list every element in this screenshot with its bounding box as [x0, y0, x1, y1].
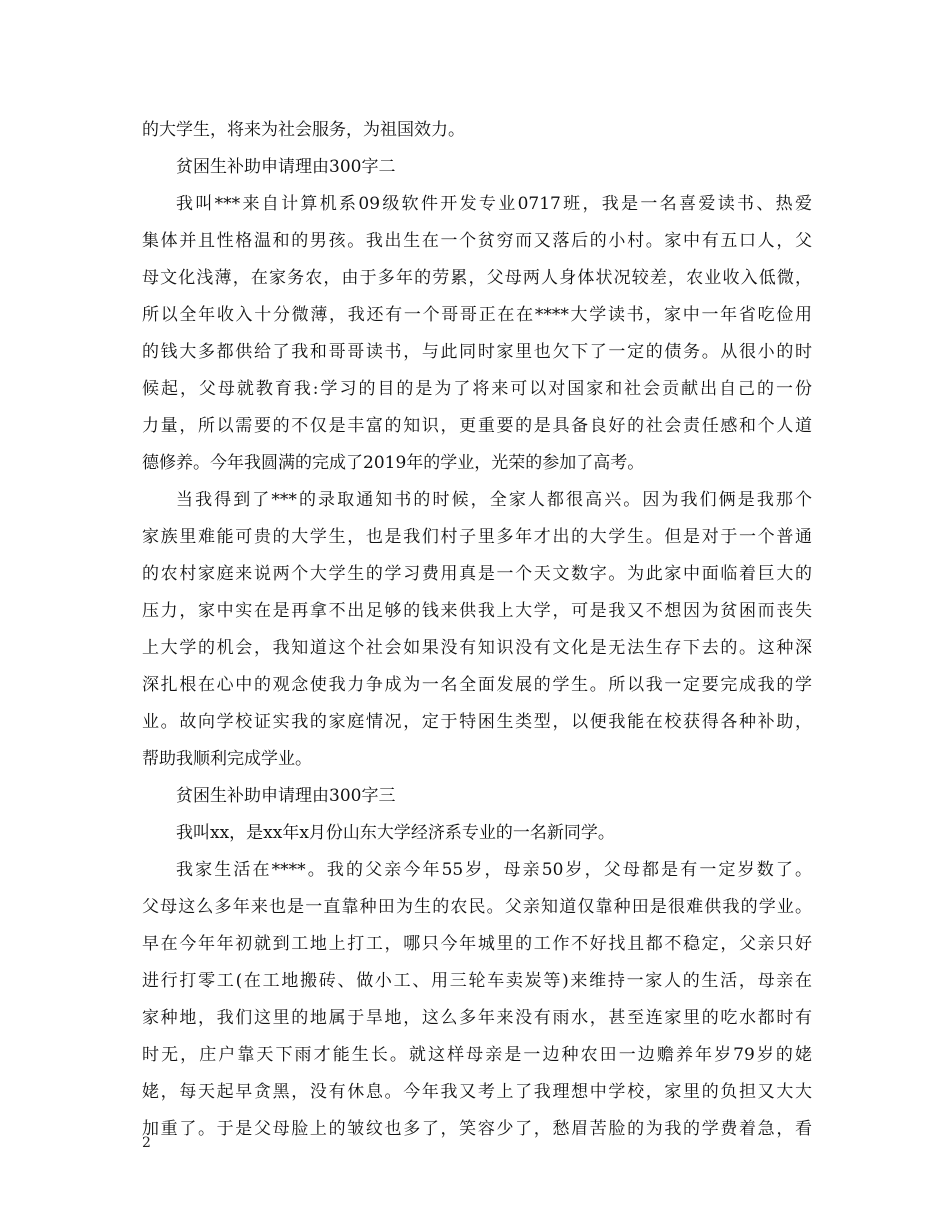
- text-line: 上大学的机会，我知道这个社会如果没有知识没有文化是无法生存下去的。这种深: [142, 638, 812, 658]
- body-text: [142, 112, 812, 1148]
- text-line: 压力，家中实在是再拿不出足够的钱来供我上大学，可是我又不想因为贫困而丧失: [142, 601, 812, 621]
- text-line: 集体并且性格温和的男孩。我出生在一个贫穷而又落后的小村。家中有五口人，父: [142, 231, 812, 251]
- text-line: 所以全年收入十分微薄，我还有一个哥哥正在在****大学读书，家中一年省吃俭用: [142, 305, 812, 325]
- text-line: 进行打零工(在工地搬砖、做小工、用三轮车卖炭等)来维持一家人的生活，母亲在: [142, 971, 812, 991]
- text-line: 德修养。今年我圆满的完成了2019年的学业，光荣的参加了高考。: [142, 453, 645, 473]
- text-line: 当我得到了***的录取通知书的时候，全家人都很高兴。因为我们俩是我那个: [176, 490, 812, 510]
- text-line: 母文化浅薄，在家务农，由于多年的劳累，父母两人身体状况较差，农业收入低微，: [142, 268, 812, 288]
- text-line: 我家生活在****。我的父亲今年55岁，母亲50岁，父母都是有一定岁数了。: [176, 860, 812, 880]
- text-line: 我叫xx，是xx年x月份山东大学经济系专业的一名新同学。: [176, 823, 615, 843]
- text-line: 早在今年年初就到工地上打工，哪只今年城里的工作不好找且都不稳定，父亲只好: [142, 934, 812, 954]
- text-line: 深扎根在心中的观念使我力争成为一名全面发展的学生。所以我一定要完成我的学: [142, 675, 812, 695]
- text-line: 的大学生，将来为社会服务，为祖国效力。: [142, 120, 465, 140]
- text-line: 时无，庄户靠天下雨才能生长。就这样母亲是一边种农田一边赡养年岁79岁的姥: [142, 1045, 812, 1065]
- text-line: 家族里难能可贵的大学生，也是我们村子里多年才出的大学生。但是对于一个普通: [142, 527, 812, 547]
- page-number: 2: [142, 1135, 151, 1151]
- text-line: 帮助我顺利完成学业。: [142, 749, 312, 769]
- text-line: 的农村家庭来说两个大学生的学习费用真是一个天文数字。为此家中面临着巨大的: [142, 564, 812, 584]
- text-line: 贫困生补助申请理由300字三: [176, 786, 396, 806]
- text-line: 加重了。于是父母脸上的皱纹也多了，笑容少了，愁眉苦脸的为我的学费着急，看: [142, 1119, 812, 1139]
- text-line: 家种地，我们这里的地属于旱地，这么多年来没有雨水，甚至连家里的吃水都时有: [142, 1008, 812, 1028]
- text-line: 的钱大多都供给了我和哥哥读书，与此同时家里也欠下了一定的债务。从很小的时: [142, 342, 812, 362]
- text-line: 候起，父母就教育我:学习的目的是为了将来可以对国家和社会贡献出自己的一份: [142, 379, 812, 399]
- text-line: 贫困生补助申请理由300字二: [176, 157, 396, 177]
- text-line: 姥，每天起早贪黑，没有休息。今年我又考上了我理想中学校，家里的负担又大大: [142, 1082, 812, 1102]
- text-line: 父母这么多年来也是一直靠种田为生的农民。父亲知道仅靠种田是很难供我的学业。: [142, 897, 812, 917]
- text-line: 业。故向学校证实我的家庭情况，定于特困生类型，以便我能在校获得各种补助，: [142, 712, 812, 732]
- text-line: 力量，所以需要的不仅是丰富的知识，更重要的是具备良好的社会责任感和个人道: [142, 416, 812, 436]
- text-line: 我叫***来自计算机系09级软件开发专业0717班，我是一名喜爱读书、热爱: [176, 194, 812, 214]
